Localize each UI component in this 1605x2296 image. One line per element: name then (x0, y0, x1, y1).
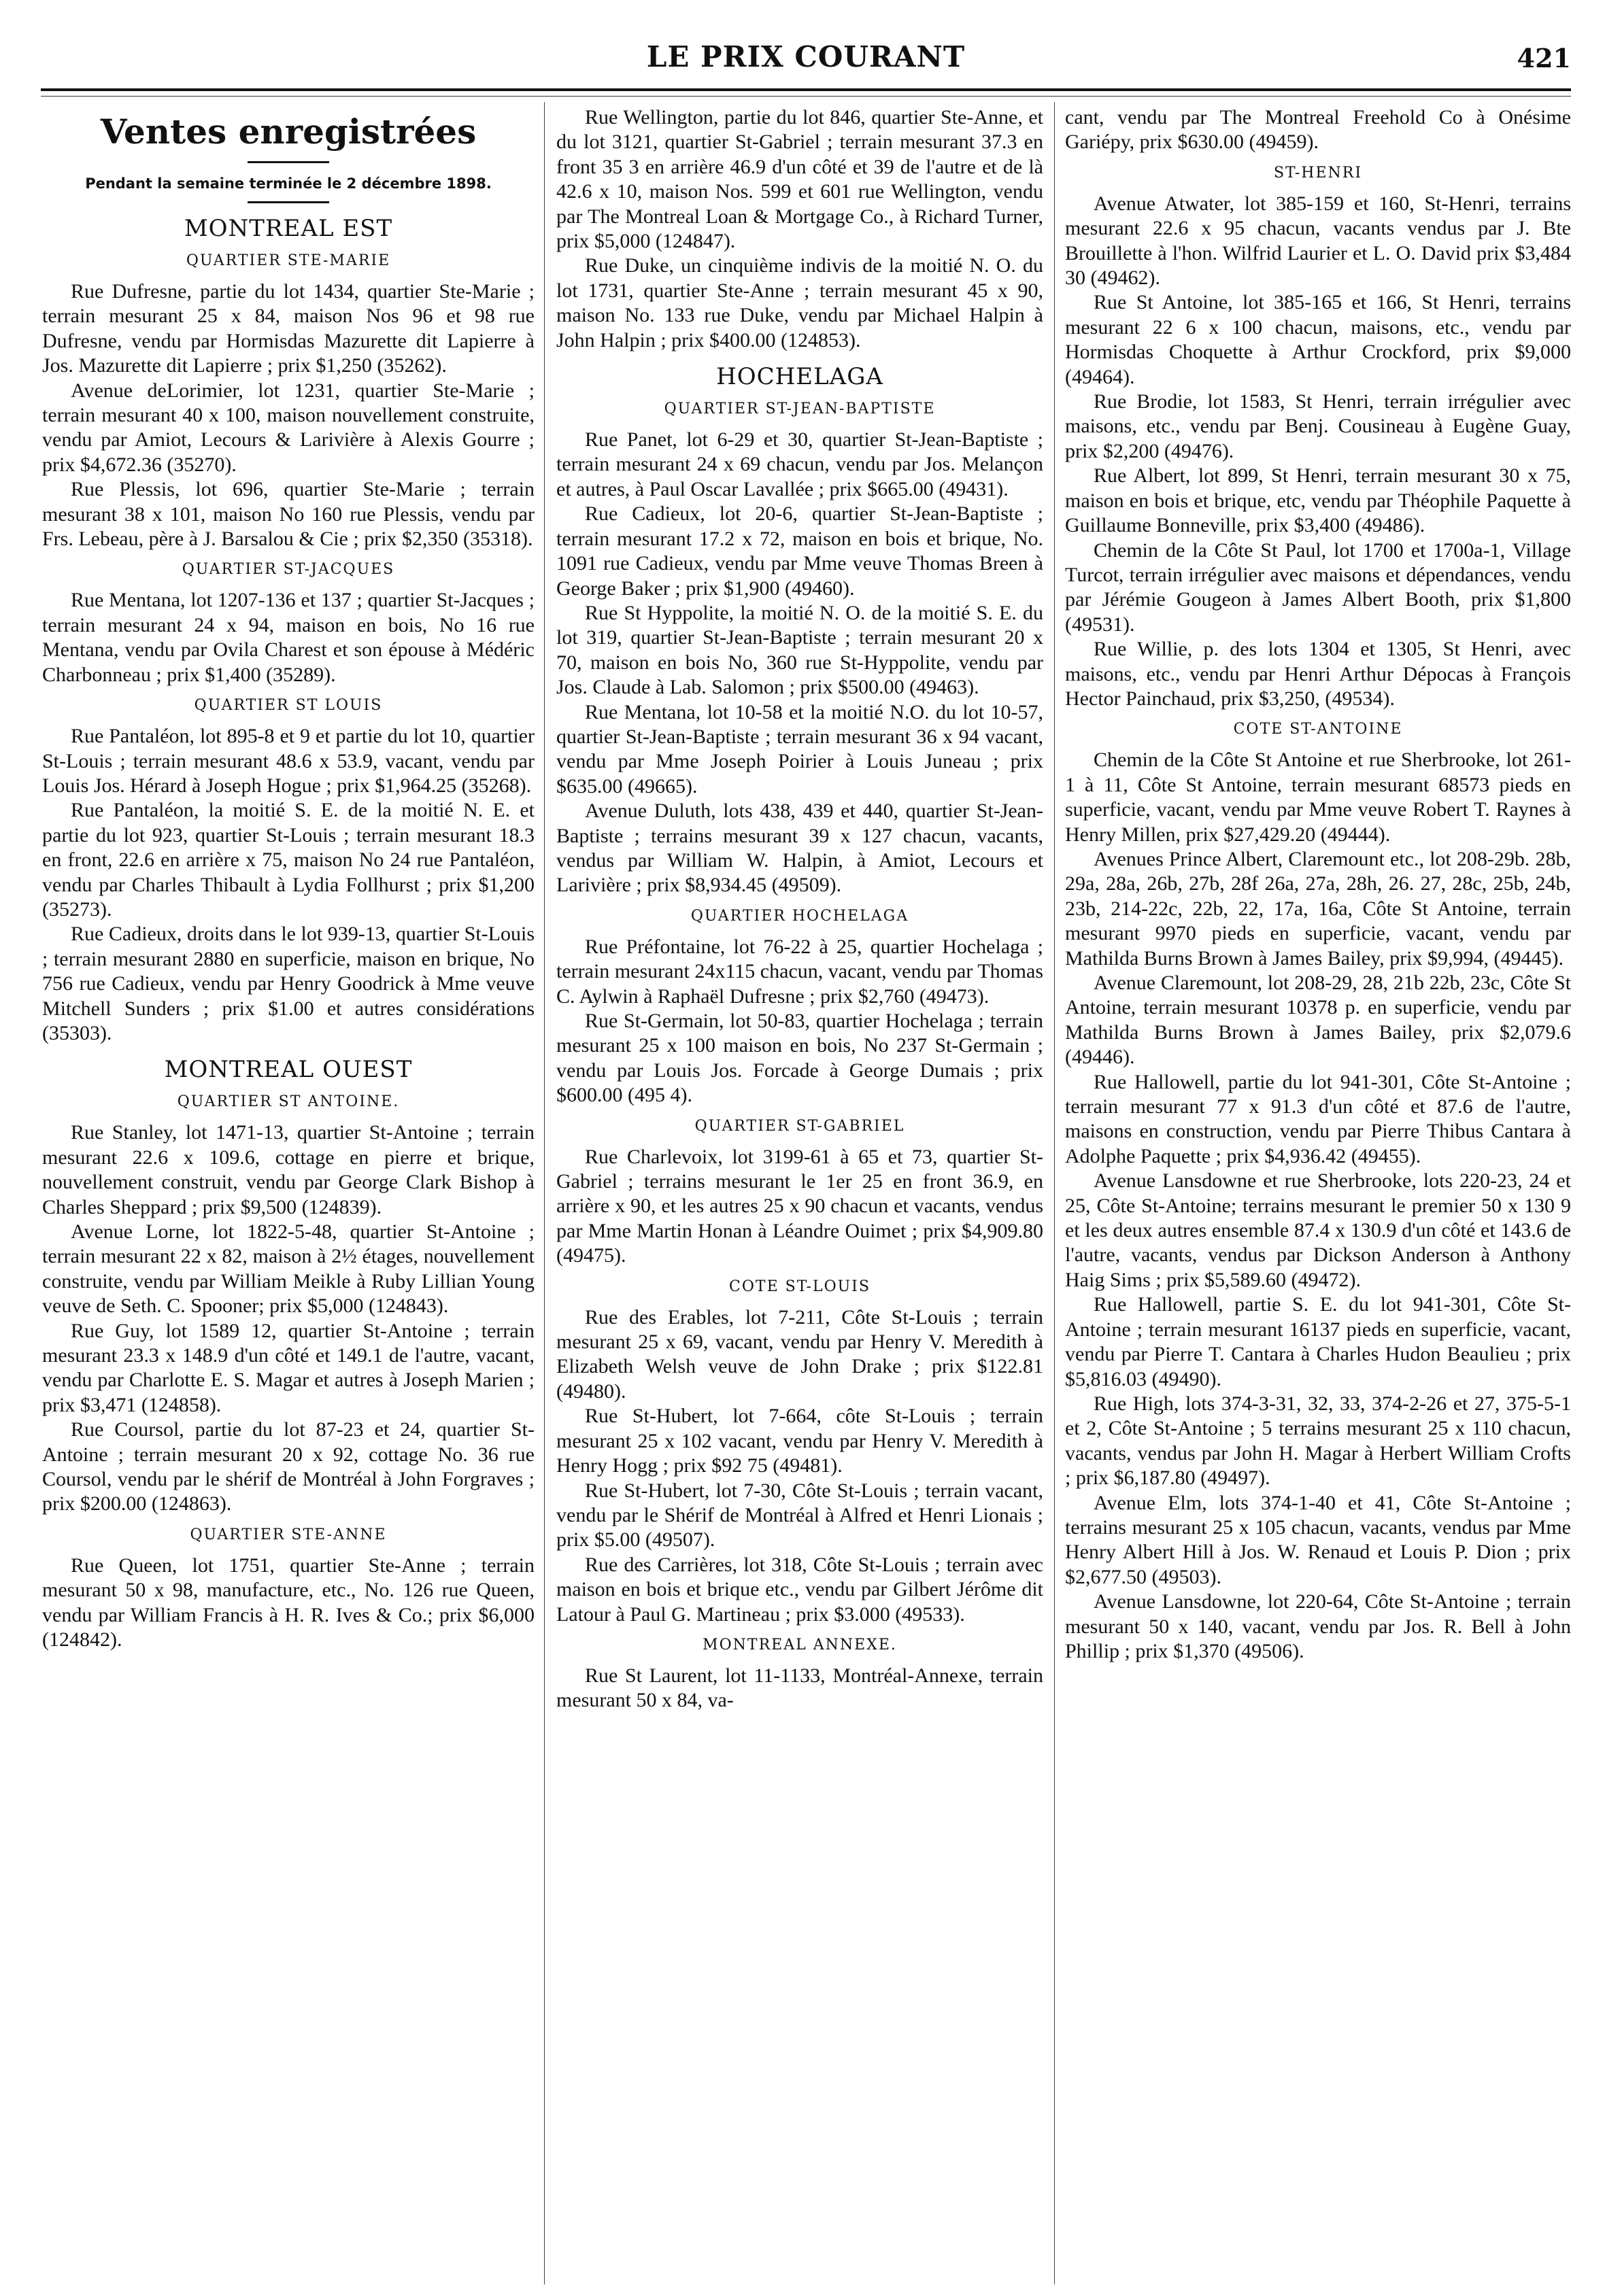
column-3 (1065, 105, 1571, 2284)
sale-entry: Rue Panet, lot 6-29 et 30, quartier St-Jean-Baptiste ; terrain mesurant 24 x 69 chacun, vendu par Jos. Melançon et autres, à Paul Oscar Lavallée ; prix $665.00 (49431). (556, 428, 1043, 500)
sale-entry: Rue Brodie, lot 1583, St Henri, terrain irrégulier avec maisons, etc., vendu par Benj. Cousineau à Eugène Guay, prix $2,200 (49476). (1065, 390, 1571, 462)
sale-entry: Rue Cadieux, lot 20-6, quartier St-Jean-Baptiste ; terrain mesurant 17.2 x 72, maison en bois et brique, No. 1091 rue Cadieux, vendu par Mme veuve Thomas Breen à George Baker ; prix $1,900 (49460). (556, 502, 1043, 600)
sale-entry: Rue St Antoine, lot 385-165 et 166, St Henri, terrains mesurant 22 6 x 100 chacun, maisons, etc., vendu par Hormisdas Choquette à Arthur Crockford, prix $9,000 (49464). (1065, 291, 1571, 388)
sale-entry: Rue Duke, un cinquième indivis de la moitié N. O. du lot 1731, quartier Ste-Anne ; terrain mesurant 45 x 90, maison No. 133 rue Duke, vendu par Michael Halpin à John Halpin ; prix $400.00 (124853). (556, 254, 1043, 352)
sale-entry: Rue Willie, p. des lots 1304 et 1305, St Henri, avec maisons, etc., vendu par Henri Arthur Dépocas à François Hector Painchaud, prix $3,250, (49534). (1065, 638, 1571, 710)
sale-entry: Rue Wellington, partie du lot 846, quartier Ste-Anne, et du lot 3121, quartier St-Gabriel ; terrain mesurant 37.3 en front 35 3 en arrière 46.9 d'un côté et 39 de l'autre et de là 42.6 x 10, maison Nos. 599 et 601 rue Wellington, vendu par The Montreal Loan & Mortgage Co., à Richard Turner, prix $5,000 (124847). (556, 106, 1043, 253)
header-rule (41, 88, 1571, 91)
sale-entry: Rue Hallowell, partie du lot 941-301, Côte St-Antoine ; terrain mesurant 77 x 91.3 d'un côté et 87.6 de l'autre, maisons en construction, vendu par Pierre Thibus Cantara à Adolphe Paquette ; prix $4,936.42 (49455). (1065, 1070, 1571, 1167)
sale-entry: Rue Stanley, lot 1471-13, quartier St-Antoine ; terrain mesurant 22.6 x 109.6, cottage en pierre et brique, nouvellement construit, vendu par George Clark Bishop à Charles Sheppard ; prix $9,500 (124839). (42, 1121, 535, 1218)
page-header (41, 37, 1571, 80)
sale-entry: Rue High, lots 374-3-31, 32, 33, 374-2-26 et 27, 375-5-1 et 2, Côte St-Antoine ; 5 terrains mesurant 25 x 110 chacun, vacants, vendus par John H. Magar à Herbert William Crofts ; prix $6,187.80 (49497). (1065, 1392, 1571, 1490)
sale-entry: Chemin de la Côte St Antoine et rue Sherbrooke, lot 261-1 à 11, Côte St Antoine, terrain mesurant 68573 pieds en superficie, vacant, vendu par Mme veuve Robert T. Raynes à Henry Millen, prix $27,429.20 (49444). (1065, 749, 1571, 846)
quarter-heading: QUARTIER ST-GABRIEL (694, 1117, 905, 1135)
subtitle-rule (248, 201, 329, 203)
sale-entry: Rue Plessis, lot 696, quartier Ste-Marie ; terrain mesurant 38 x 101, maison No 160 rue Plessis, vendu par Frs. Lebeau, père à J. Barsalou & Cie ; prix $2,350 (35318). (42, 478, 535, 551)
column-1 (42, 105, 535, 2284)
quarter-heading: QUARTIER ST LOUIS (194, 697, 383, 715)
running-title: LE PRIX COURANT (646, 40, 966, 73)
sale-entry: Rue Mentana, lot 1207-136 et 137 ; quartier St-Jacques ; terrain mesurant 24 x 94, maison en bois, No 16 rue Mentana, vendu par Ovila Charest et son épouse à Médéric Charbonneau ; prix $1,400 (35289). (42, 589, 535, 686)
sale-entry: Rue St-Germain, lot 50-83, quartier Hochelaga ; terrain mesurant 25 x 100 maison en bois, No 237 St-Germain ; vendu par Louis Jos. Forcade à George Dumais ; prix $600.00 (495 4). (556, 1010, 1043, 1107)
sale-entry: Avenue Claremount, lot 208-29, 28, 21b 22b, 23c, Côte St Antoine, terrain mesurant 10378 p. en superficie, vendu par Mathilda Burns Brown à James Bailey, prix $2,079.6 (49446). (1065, 972, 1571, 1069)
sale-entry: Avenue Duluth, lots 438, 439 et 440, quartier St-Jean-Baptiste ; terrains mesurant 39 x 127 chacun, vacants, vendus par William W. Halpin, à Amiot, Lecours et Larivière ; prix $8,934.45 (49509). (556, 800, 1043, 897)
article-subtitle: Pendant la semaine terminée le 2 décembre 1898. (85, 175, 492, 192)
title-rule (248, 161, 329, 163)
section-heading: MONTREAL EST (184, 215, 393, 242)
sale-entry: Rue St-Hubert, lot 7-664, côte St-Louis ; terrain mesurant 25 x 102 vacant, vendu par Henry V. Meredith à Henry Hogg ; prix $92 75 (49481). (556, 1405, 1043, 1477)
sale-entry: Rue St Laurent, lot 11-1133, Montréal-Annexe, terrain mesurant 50 x 84, va- (556, 1664, 1043, 1712)
column-2 (556, 105, 1043, 2284)
column-divider-1 (544, 102, 545, 2284)
sale-entry: Rue Pantaléon, la moitié S. E. de la moitié N. E. et partie du lot 923, quartier St-Louis ; terrain mesurant 18.3 en front, 22.6 en arrière x 75, maison No 24 rue Pantaléon, vendu par Charles Thibault à Lydia Follhurst ; prix $1,200 (35273). (42, 799, 535, 921)
sale-entry: Rue Coursol, partie du lot 87-23 et 24, quartier St-Antoine ; terrain mesurant 20 x 92, cottage No. 36 rue Coursol, vendu par le shérif de Montréal à John Forgraves ; prix $200.00 (124863). (42, 1418, 535, 1515)
sale-entry: Rue Mentana, lot 10-58 et la moitié N.O. du lot 10-57, quartier St-Jean-Baptiste ; terrain mesurant 36 x 94 vacant, vendu par Mme Joseph Poirier à Louis Juneau ; prix $635.00 (49665). (556, 700, 1043, 798)
sale-entry: Avenue Elm, lots 374-1-40 et 41, Côte St-Antoine ; terrains mesurant 25 x 105 chacun, vacants, vendus par Mme Henry Albert Hill à Jos. W. Renaud et Louis P. Dion ; prix $2,677.50 (49503). (1065, 1491, 1571, 1588)
quarter-heading: QUARTIER ST ANTOINE. (177, 1093, 400, 1111)
section-heading: MONTREAL OUEST (164, 1056, 413, 1084)
sale-entry: Avenue deLorimier, lot 1231, quartier Ste-Marie ; terrain mesurant 40 x 100, maison nouvellement construite, vendu par Amiot, Lecours & Larivière à Alexis Gourre ; prix $4,672.36 (35270). (42, 379, 535, 476)
quarter-heading: QUARTIER ST-JEAN-BAPTISTE (664, 400, 936, 418)
column-divider-2 (1054, 102, 1055, 2284)
sale-entry: Avenues Prince Albert, Claremount etc., lot 208-29b. 28b, 29a, 28a, 26b, 27b, 28f 26a, 27a, 28h, 26. 27, 28c, 25b, 24b, 23b, 214-22c, 22b, 22, 17a, 16a, Côte St Antoine, terrain mesurant 9970 pieds en superficie, vacant, vendu par Mathilda Burns Brown à James Bailey, prix $9,994, (49445). (1065, 847, 1571, 970)
quarter-heading: QUARTIER STE-MARIE (186, 252, 391, 269)
sale-entry: Rue St-Hubert, lot 7-30, Côte St-Louis ; terrain vacant, vendu par le Shérif de Montréal à Alfred et Henri Lionais ; prix $5.00 (49507). (556, 1479, 1043, 1552)
sale-entry: Rue des Erables, lot 7-211, Côte St-Louis ; terrain mesurant 25 x 69, vacant, vendu par Henry V. Meredith à Elizabeth Welsh veuve de John Drake ; prix $122.81 (49480). (556, 1305, 1043, 1403)
sale-entry: Rue des Carrières, lot 318, Côte St-Louis ; terrain avec maison en bois et brique etc., vendu par Gilbert Jérôme dit Latour à Paul G. Martineau ; prix $3.000 (49533). (556, 1553, 1043, 1626)
section-heading: HOCHELAGA (716, 363, 883, 391)
column-3-body (1065, 105, 1571, 1664)
quarter-heading: ST-HENRI (1273, 164, 1363, 182)
quarter-heading: COTE ST-LOUIS (729, 1278, 871, 1295)
sale-entry: Avenue Atwater, lot 385-159 et 160, St-Henri, terrains mesurant 22.6 x 95 chacun, vacants vendus par J. Bte Brouillette à l'hon. Wilfrid Laurier et L. O. David prix $3,484 30 (49462). (1065, 192, 1571, 290)
quarter-heading: COTE ST-ANTOINE (1233, 721, 1403, 738)
sale-entry: Rue Albert, lot 899, St Henri, terrain mesurant 30 x 75, maison en bois et brique, etc, vendu par Théophile Paquette à Guillaume Bonneville, prix $3,400 (49486). (1065, 464, 1571, 537)
sale-entry: Rue Hallowell, partie S. E. du lot 941-301, Côte St-Antoine ; terrain mesurant 16137 pieds en superficie, vacant, vendu par Pierre T. Cantara à Charles Hudon Beaulieu ; prix $5,816.03 (49490). (1065, 1293, 1571, 1390)
article-title: Ventes enregistrées (100, 112, 477, 152)
sale-entry: Chemin de la Côte St Paul, lot 1700 et 1700a-1, Village Turcot, terrain irrégulier avec maisons et dépendances, vendu par Jérémie Gougeon à James Albert Booth, prix $1,800 (49531). (1065, 538, 1571, 636)
page-number: 421 (1517, 43, 1571, 73)
sale-entry: Rue Queen, lot 1751, quartier Ste-Anne ; terrain mesurant 50 x 98, manufacture, etc., No. 126 rue Queen, vendu par William Francis à H. R. Ives & Co.; prix $6,000 (124842). (42, 1554, 535, 1651)
quarter-heading: QUARTIER ST-JACQUES (182, 561, 395, 579)
sale-entry: Avenue Lorne, lot 1822-5-48, quartier St-Antoine ; terrain mesurant 22 x 82, maison à 2½ étages, nouvellement construite, vendu par William Meikle à Ruby Lillian Young veuve de Seth. C. Spooner; prix $5,000 (124843). (42, 1220, 535, 1318)
sale-entry: Rue Pantaléon, lot 895-8 et 9 et partie du lot 10, quartier St-Louis ; terrain mesurant 48.6 x 53.9, vacant, vendu par Louis Jos. Hérard à Joseph Hogue ; prix $1,964.25 (35268). (42, 725, 535, 797)
sale-entry: Rue Guy, lot 1589 12, quartier St-Antoine ; terrain mesurant 23.3 x 148.9 d'un côté et 149.1 de l'autre, vacant, vendu par Charlotte E. S. Magar et autres à Joseph Marien ; prix $3,471 (124858). (42, 1319, 535, 1416)
sale-entry: Avenue Lansdowne et rue Sherbrooke, lots 220-23, 24 et 25, Côte St-Antoine; terrains mesurant le premier 50 x 130 9 et les deux autres ensemble 87.4 x 130.9 d'un côté et 143.6 de l'autre, vacants, vendus par Dickson Anderson à Anthony Haig Sims ; prix $5,589.60 (49472). (1065, 1169, 1571, 1291)
sale-entry: Rue Charlevoix, lot 3199-61 à 65 et 73, quartier St-Gabriel ; terrains mesurant le 1er 25 en front 36.9, en arrière x 90, et les autres 25 x 90 chacun et vacants, vendus par Mme Martin Honan à Léandre Ouimet ; prix $4,909.80 (49475). (556, 1145, 1043, 1267)
header-rule-thin (41, 96, 1571, 97)
sale-entry: Rue Préfontaine, lot 76-22 à 25, quartier Hochelaga ; terrain mesurant 24x115 chacun, vacant, vendu par Thomas C. Aylwin à Raphaël Dufresne ; prix $2,760 (49473). (556, 935, 1043, 1008)
quarter-heading: QUARTIER HOCHELAGA (690, 907, 909, 925)
quarter-heading: MONTREAL ANNEXE. (703, 1636, 897, 1654)
column-2-body (556, 105, 1043, 1713)
sale-entry-continued: cant, vendu par The Montreal Freehold Co à Onésime Gariépy, prix $630.00 (49459). (1065, 106, 1571, 154)
sale-entry: Rue Cadieux, droits dans le lot 939-13, quartier St-Louis ; terrain mesurant 2880 en superficie, maison en brique, No 756 rue Cadieux, vendu par Henry Goodrick à Mme veuve Mitchell Sunders ; prix $1.00 et autres considérations (35303). (42, 923, 535, 1044)
sale-entry: Rue St Hyppolite, la moitié N. O. de la moitié S. E. du lot 319, quartier St-Jean-Baptiste ; terrain mesurant 20 x 70, maison en bois No, 360 rue St-Hyppolite, vendu par Jos. Claude à Lab. Salomon ; prix $500.00 (49463). (556, 601, 1043, 699)
sale-entry: Rue Dufresne, partie du lot 1434, quartier Ste-Marie ; terrain mesurant 25 x 84, maison Nos 96 et 98 rue Dufresne, vendu par Hormisdas Mazurette dit Lapierre à Jos. Mazurette dit Lapierre ; prix $1,250 (35262). (42, 280, 535, 377)
column-1-body (42, 214, 535, 1653)
quarter-heading: QUARTIER STE-ANNE (190, 1526, 387, 1543)
sale-entry: Avenue Lansdowne, lot 220-64, Côte St-Antoine ; terrain mesurant 50 x 140, vacant, vendu par Jos. R. Bell à John Phillip ; prix $1,370 (49506). (1065, 1590, 1571, 1662)
